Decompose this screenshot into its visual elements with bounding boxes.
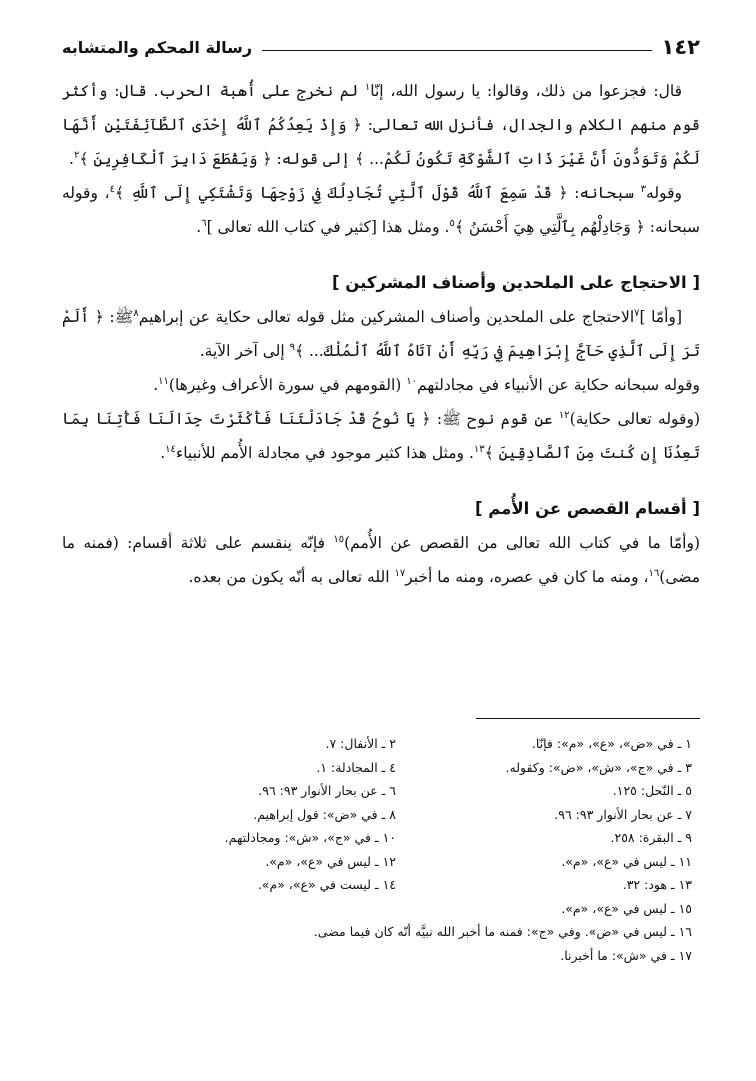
- footnote: ٢ ـ الأنفال: ٧.: [325, 736, 396, 751]
- paragraph-mujadala: [62, 176, 700, 244]
- paragraph-prophets: [62, 368, 700, 402]
- text-run: :: [430, 410, 443, 428]
- footnote: ٤ ـ المجادلة: ١.: [316, 759, 396, 775]
- text-run: .: [160, 444, 166, 462]
- footnote: ٨ ـ في «ض»: قول إبراهيم.: [253, 806, 396, 822]
- footnote: ١٠ ـ في «ج»، «ش»: ومجادلتهم.: [224, 830, 396, 845]
- text-run: (القومهم في سورة الأعراف وغيرها): [168, 376, 407, 394]
- footnote: ٣ ـ في «ج»، «ش»، «ض»: وكقوله.: [505, 759, 692, 775]
- text-run: [وأمّا ]: [639, 308, 683, 326]
- text-run: (وقوله تعالى حكاية): [569, 410, 700, 428]
- footnote-ref: ٩: [289, 341, 295, 353]
- footnote-ref: ١٧: [394, 567, 406, 579]
- footnote-ref: ٢: [73, 149, 80, 161]
- page-number: ١٤٢: [661, 35, 700, 59]
- text-run: قال: فجزعوا من ذلك، وقالوا: يا رسول الله، إنّا: [370, 82, 682, 100]
- paragraph-qasas: [62, 526, 700, 594]
- text-run: وقوله: [646, 184, 682, 202]
- quran-verse: ﴿ أَلَمْ تَرَ إِلَى ٱلَّذِي حَآجَّ إِبْرَاهِيمَ فِي رَبِّهِ أَنْ آتَاهُ ٱللَّهُ ٱلْمُلْكَ... ﴾: [62, 308, 700, 360]
- text-run: عن قوم نوح: [460, 410, 559, 428]
- salutation-glyph: ﷺ: [442, 410, 461, 428]
- footnote: ١٤ ـ ليست في «ع»، «م».: [257, 877, 396, 892]
- text-run: وقوله سبحانه حكاية عن الأنبياء في مجادلتهم: [417, 376, 700, 394]
- quran-verse: ﴿ يَا نُوحُ قَدْ جَادَلْتَنَا فَأَكْثَرْتَ جِدَالَنَا فَأْتِنَا بِمَا تَعِدُنَا إِن كُنتَ مِنَ ٱلصَّادِقِينَ ﴾: [62, 410, 700, 462]
- text-run: إلى آخر الآية.: [199, 342, 290, 360]
- text-run: ، ومنه ما كان في عصره، ومنه ما أخبر: [405, 568, 649, 586]
- paragraph-nuh: [62, 402, 700, 470]
- paragraph-ibrahim: [62, 300, 700, 368]
- footnote: ١٦ ـ ليس في «ض». وفي «ج»: فمنه ما أخبر الله نبيَّه أنّه كان فيما مضى.: [313, 924, 692, 939]
- footnote-ref: ٣: [640, 183, 647, 195]
- footnote: ٦ ـ عن بحار الأنوار ٩٣: ٩٦.: [258, 783, 396, 798]
- running-title: رسالة المحكم والمتشابه: [62, 37, 253, 57]
- text-run: الاحتجاج على الملحدين وأصناف المشركين مثل قوله تعالى حكاية عن إبراهيم: [138, 308, 635, 326]
- footnote-ref: ١: [364, 81, 371, 93]
- footnote: ٩ ـ البقرة: ٢٥٨.: [610, 830, 692, 845]
- paragraph-battle-badr: [62, 74, 700, 176]
- footnote: ١٢ ـ ليس في «ع»، «م».: [265, 853, 396, 869]
- footnote: ٥ ـ النّحل: ١٢٥.: [612, 783, 692, 798]
- section-heading-ihtijaj: [ الاحتجاج على الملحدين وأصناف المشركين ]: [331, 273, 700, 292]
- text-run: .: [69, 150, 74, 168]
- text-run: لم نخرج على أُهبة الحرب. قال: وأكثر قوم منهم الكلام والجدال، فأنزل الله تعالى:: [62, 82, 700, 134]
- footnote-ref: ٨: [133, 307, 139, 319]
- text-run: ، وقوله سبحانه:: [62, 184, 700, 236]
- footnote: ١١ ـ ليس في «ع»، «م».: [561, 853, 692, 869]
- text-run: الله تعالى به أنّه يكون من بعده.: [188, 568, 395, 586]
- footnote-ref: ٥: [449, 217, 455, 229]
- footnote-ref: ٤: [109, 183, 115, 195]
- footnote-ref: ١٠: [406, 375, 417, 387]
- page-header: [62, 30, 700, 64]
- footnote: ١٥ ـ ليس في «ع»، «م».: [561, 900, 692, 916]
- footnote-ref: ١٥: [333, 533, 345, 545]
- section-heading-qasas: [ أقسام القصص عن الأُمم ]: [474, 499, 700, 518]
- footnote-ref: ١٣: [473, 443, 485, 455]
- footnote-ref: ١٢: [558, 409, 570, 421]
- text-run: إلى قوله:: [271, 150, 356, 168]
- salutation-glyph: ﷺ: [114, 308, 134, 326]
- text-run: :: [103, 308, 115, 326]
- text-run: سبحانه:: [567, 184, 641, 202]
- footnote: ١٧ ـ في «ش»: ما أخبرنا.: [560, 947, 692, 963]
- text-run: فإنّه ينقسم على ثلاثة أقسام: (فمنه ما مضى): [62, 534, 700, 586]
- header-rule: [262, 50, 651, 51]
- page-body: [62, 74, 700, 594]
- footnote: ١ ـ في «ض»، «ع»، «م»: فإنّا.: [531, 736, 692, 751]
- text-run: (وأمّا ما في كتاب الله تعالى من القصص عن الأُمم): [344, 534, 700, 552]
- text-run: .: [153, 376, 159, 394]
- text-run: . ومثل هذا [كثير في كتاب الله تعالى ]: [206, 218, 450, 236]
- footnote: ١٣ ـ هود: ٣٢.: [622, 877, 692, 892]
- quran-verse: ﴿ وَيَقْطَعَ دَابِرَ ٱلْكَافِرِينَ ﴾: [79, 150, 272, 168]
- footnote-separator: [476, 718, 700, 719]
- quran-verse: ﴿ وَجَادِلْهُم بِٱلَّتِي هِيَ أَحْسَنُ ﴾: [454, 218, 645, 236]
- quran-verse: ﴿ وَإِذْ يَعِدُكُمُ ٱللَّهُ إِحْدَى ٱلطَّآئِفَتَيْنِ أَنَّهَا لَكُمْ وَتَوَدُّونَ أَنَّ غَيْرَ ذَاتِ ٱلشَّوْكَةِ تَكُونُ لَكُمْ... ﴾: [62, 116, 700, 168]
- footnote-ref: ١٦: [648, 567, 660, 579]
- footnote-ref: ١٤: [165, 443, 176, 455]
- footnotes: [56, 732, 692, 967]
- footnote-ref: ٧: [634, 307, 640, 319]
- footnote-ref: ٦: [201, 217, 207, 229]
- quran-verse: ﴿ قَدْ سَمِعَ ٱللَّهُ قَوْلَ ٱلَّتِي تُجَادِلُكَ فِي زَوْجِهَا وَتَشْتَكِي إِلَى ٱللَّهِ ﴾: [115, 184, 568, 202]
- text-run: .: [196, 218, 202, 236]
- footnote-ref: ١١: [158, 375, 169, 387]
- footnote: ٧ ـ عن بحار الأنوار ٩٣: ٩٦.: [554, 806, 692, 822]
- text-run: . ومثل هذا كثير موجود في مجادلة الأُمم للأنبياء: [175, 444, 474, 462]
